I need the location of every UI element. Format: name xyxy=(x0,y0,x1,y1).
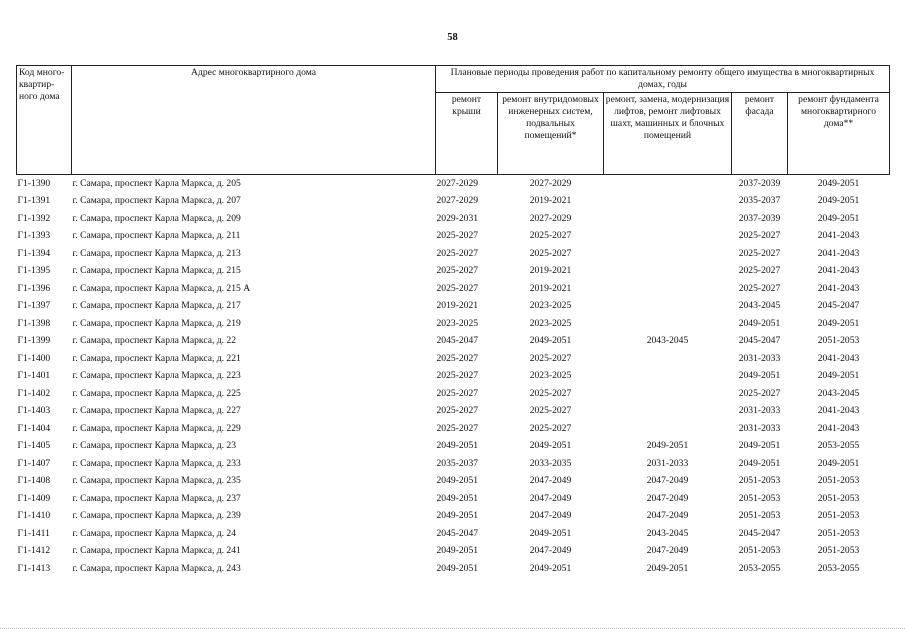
cell-roof: 2025-2027 xyxy=(436,370,479,382)
table-row xyxy=(17,368,890,386)
cell-code: Г1-1408 xyxy=(17,475,51,487)
cell-roof: 2025-2027 xyxy=(436,247,479,259)
cell-lifts: 2047-2049 xyxy=(646,545,689,557)
table-row xyxy=(17,508,890,526)
table-row xyxy=(17,490,890,508)
cell-engineering: 2023-2025 xyxy=(529,317,572,329)
cell-lifts: 2049-2051 xyxy=(646,562,689,574)
header-engineering: ремонт внутридомовых инженерных систем, подвальных помещений* xyxy=(498,93,604,175)
scan-artifact-line xyxy=(0,628,905,630)
cell-facade: 2037-2039 xyxy=(738,177,781,189)
cell-address: г. Самара, проспект Карла Маркса, д. 217 xyxy=(72,300,241,312)
cell-facade: 2045-2047 xyxy=(738,335,781,347)
cell-lifts xyxy=(604,298,732,316)
cell-code: Г1-1399 xyxy=(17,335,51,347)
cell-roof: 2025-2027 xyxy=(436,422,479,434)
cell-address: г. Самара, проспект Карла Маркса, д. 239 xyxy=(72,510,241,522)
cell-address: г. Самара, проспект Карла Маркса, д. 23 xyxy=(72,440,237,452)
cell-code: Г1-1405 xyxy=(17,440,51,452)
table-row xyxy=(17,385,890,403)
cell-foundation: 2051-2053 xyxy=(817,510,860,522)
cell-code: Г1-1400 xyxy=(17,352,51,364)
cell-lifts xyxy=(604,350,732,368)
cell-facade: 2025-2027 xyxy=(738,387,781,399)
cell-roof: 2045-2047 xyxy=(436,527,479,539)
table-row xyxy=(17,438,890,456)
cell-lifts xyxy=(604,193,732,211)
table-body xyxy=(17,175,890,578)
cell-facade: 2035-2037 xyxy=(738,195,781,207)
cell-lifts xyxy=(604,368,732,386)
cell-roof: 2025-2027 xyxy=(436,405,479,417)
cell-facade: 2053-2055 xyxy=(738,562,781,574)
table-row xyxy=(17,245,890,263)
cell-engineering: 2033-2035 xyxy=(529,457,572,469)
header-address: Адрес многоквартирного дома xyxy=(72,66,436,175)
cell-lifts: 2043-2045 xyxy=(646,335,689,347)
cell-engineering: 2019-2021 xyxy=(529,195,572,207)
cell-foundation: 2043-2045 xyxy=(817,387,860,399)
cell-engineering: 2025-2027 xyxy=(529,387,572,399)
cell-engineering: 2025-2027 xyxy=(529,230,572,242)
cell-foundation: 2049-2051 xyxy=(817,177,860,189)
capital-repair-plan-table xyxy=(16,65,890,578)
cell-foundation: 2049-2051 xyxy=(817,195,860,207)
cell-roof: 2027-2029 xyxy=(436,177,479,189)
cell-facade: 2045-2047 xyxy=(738,527,781,539)
cell-facade: 2051-2053 xyxy=(738,492,781,504)
cell-foundation: 2051-2053 xyxy=(817,492,860,504)
cell-lifts xyxy=(604,245,732,263)
cell-foundation: 2041-2043 xyxy=(817,405,860,417)
table-row xyxy=(17,333,890,351)
page-number: 58 xyxy=(447,32,458,43)
cell-code: Г1-1392 xyxy=(17,212,51,224)
cell-address: г. Самара, проспект Карла Маркса, д. 223 xyxy=(72,370,241,382)
table-row xyxy=(17,315,890,333)
cell-roof: 2029-2031 xyxy=(436,212,479,224)
cell-engineering: 2025-2027 xyxy=(529,352,572,364)
header-lifts: ремонт, замена, модернизация лифтов, ремонт лифтовых шахт, машинных и блочных помещений xyxy=(604,93,732,175)
cell-foundation: 2049-2051 xyxy=(817,457,860,469)
header-roof: ремонт крыши xyxy=(436,93,498,175)
cell-engineering: 2047-2049 xyxy=(529,475,572,487)
table-row xyxy=(17,228,890,246)
cell-roof: 2049-2051 xyxy=(436,440,479,452)
cell-lifts xyxy=(604,280,732,298)
cell-engineering: 2023-2025 xyxy=(529,300,572,312)
cell-address: г. Самара, проспект Карла Маркса, д. 215 xyxy=(72,265,241,277)
cell-engineering: 2027-2029 xyxy=(529,177,572,189)
cell-address: г. Самара, проспект Карла Маркса, д. 237 xyxy=(72,492,241,504)
cell-code: Г1-1407 xyxy=(17,457,51,469)
cell-engineering: 2019-2021 xyxy=(529,265,572,277)
cell-roof: 2049-2051 xyxy=(436,545,479,557)
table-row xyxy=(17,525,890,543)
cell-address: г. Самара, проспект Карла Маркса, д. 24 xyxy=(72,527,237,539)
cell-code: Г1-1391 xyxy=(17,195,51,207)
cell-code: Г1-1397 xyxy=(17,300,51,312)
cell-facade: 2031-2033 xyxy=(738,405,781,417)
cell-foundation: 2053-2055 xyxy=(817,440,860,452)
table-row xyxy=(17,298,890,316)
table-row xyxy=(17,473,890,491)
cell-engineering: 2027-2029 xyxy=(529,212,572,224)
cell-roof: 2025-2027 xyxy=(436,282,479,294)
cell-engineering: 2049-2051 xyxy=(529,335,572,347)
table-row xyxy=(17,210,890,228)
cell-roof: 2049-2051 xyxy=(436,492,479,504)
cell-code: Г1-1395 xyxy=(17,265,51,277)
table-header xyxy=(17,66,890,175)
header-periods-group: Плановые периоды проведения работ по капитальному ремонту общего имущества в многоквартирных домах, годы xyxy=(436,66,890,93)
cell-roof: 2045-2047 xyxy=(436,335,479,347)
cell-roof: 2025-2027 xyxy=(436,230,479,242)
cell-engineering: 2049-2051 xyxy=(529,562,572,574)
cell-facade: 2049-2051 xyxy=(738,440,781,452)
cell-address: г. Самара, проспект Карла Маркса, д. 205 xyxy=(72,177,241,189)
cell-facade: 2051-2053 xyxy=(738,510,781,522)
cell-address: г. Самара, проспект Карла Маркса, д. 221 xyxy=(72,352,241,364)
cell-address: г. Самара, проспект Карла Маркса, д. 209 xyxy=(72,212,241,224)
cell-roof: 2049-2051 xyxy=(436,475,479,487)
cell-lifts: 2047-2049 xyxy=(646,492,689,504)
cell-facade: 2049-2051 xyxy=(738,457,781,469)
cell-foundation: 2045-2047 xyxy=(817,300,860,312)
cell-code: Г1-1412 xyxy=(17,545,51,557)
cell-code: Г1-1411 xyxy=(17,527,50,539)
cell-engineering: 2025-2027 xyxy=(529,247,572,259)
cell-code: Г1-1396 xyxy=(17,282,51,294)
cell-lifts: 2031-2033 xyxy=(646,457,689,469)
cell-address: г. Самара, проспект Карла Маркса, д. 235 xyxy=(72,475,241,487)
header-code: Код много-квартир-ного дома xyxy=(17,66,72,175)
cell-roof: 2023-2025 xyxy=(436,317,479,329)
cell-engineering: 2049-2051 xyxy=(529,440,572,452)
header-facade: ремонт фасада xyxy=(732,93,788,175)
cell-facade: 2031-2033 xyxy=(738,422,781,434)
cell-foundation: 2041-2043 xyxy=(817,422,860,434)
cell-address: г. Самара, проспект Карла Маркса, д. 213 xyxy=(72,247,241,259)
cell-roof: 2025-2027 xyxy=(436,352,479,364)
cell-facade: 2025-2027 xyxy=(738,247,781,259)
cell-code: Г1-1413 xyxy=(17,562,51,574)
table-row xyxy=(17,193,890,211)
table-row xyxy=(17,560,890,578)
cell-address: г. Самара, проспект Карла Маркса, д. 22 xyxy=(72,335,237,347)
cell-code: Г1-1402 xyxy=(17,387,51,399)
cell-lifts xyxy=(604,263,732,281)
cell-foundation: 2041-2043 xyxy=(817,230,860,242)
cell-facade: 2037-2039 xyxy=(738,212,781,224)
cell-facade: 2025-2027 xyxy=(738,230,781,242)
cell-lifts xyxy=(604,420,732,438)
cell-facade: 2049-2051 xyxy=(738,370,781,382)
cell-address: г. Самара, проспект Карла Маркса, д. 241 xyxy=(72,545,241,557)
cell-engineering: 2019-2021 xyxy=(529,282,572,294)
cell-roof: 2049-2051 xyxy=(436,562,479,574)
cell-roof: 2025-2027 xyxy=(436,387,479,399)
cell-foundation: 2049-2051 xyxy=(817,317,860,329)
cell-foundation: 2049-2051 xyxy=(817,212,860,224)
cell-lifts xyxy=(604,175,732,193)
cell-facade: 2043-2045 xyxy=(738,300,781,312)
cell-roof: 2019-2021 xyxy=(436,300,479,312)
cell-foundation: 2049-2051 xyxy=(817,370,860,382)
cell-roof: 2049-2051 xyxy=(436,510,479,522)
cell-address: г. Самара, проспект Карла Маркса, д. 243 xyxy=(72,562,241,574)
table-row xyxy=(17,420,890,438)
cell-address: г. Самара, проспект Карла Маркса, д. 225 xyxy=(72,387,241,399)
cell-facade: 2049-2051 xyxy=(738,317,781,329)
table-row xyxy=(17,263,890,281)
table-row xyxy=(17,280,890,298)
cell-foundation: 2051-2053 xyxy=(817,475,860,487)
cell-roof: 2027-2029 xyxy=(436,195,479,207)
cell-foundation: 2041-2043 xyxy=(817,282,860,294)
table-row xyxy=(17,350,890,368)
cell-code: Г1-1404 xyxy=(17,422,51,434)
table-row xyxy=(17,543,890,561)
table-row xyxy=(17,403,890,421)
cell-foundation: 2051-2053 xyxy=(817,545,860,557)
cell-address: г. Самара, проспект Карла Маркса, д. 219 xyxy=(72,317,241,329)
cell-engineering: 2049-2051 xyxy=(529,527,572,539)
cell-address: г. Самара, проспект Карла Маркса, д. 229 xyxy=(72,422,241,434)
cell-lifts xyxy=(604,403,732,421)
cell-lifts: 2047-2049 xyxy=(646,510,689,522)
cell-code: Г1-1390 xyxy=(17,177,51,189)
cell-lifts xyxy=(604,228,732,246)
cell-address: г. Самара, проспект Карла Маркса, д. 233 xyxy=(72,457,241,469)
cell-code: Г1-1394 xyxy=(17,247,51,259)
cell-engineering: 2025-2027 xyxy=(529,405,572,417)
cell-foundation: 2041-2043 xyxy=(817,352,860,364)
cell-roof: 2035-2037 xyxy=(436,457,479,469)
cell-lifts xyxy=(604,315,732,333)
cell-code: Г1-1393 xyxy=(17,230,51,242)
cell-facade: 2051-2053 xyxy=(738,475,781,487)
cell-lifts: 2043-2045 xyxy=(646,527,689,539)
cell-roof: 2025-2027 xyxy=(436,265,479,277)
cell-facade: 2051-2053 xyxy=(738,545,781,557)
cell-address: г. Самара, проспект Карла Маркса, д. 211 xyxy=(72,230,241,242)
cell-address: г. Самара, проспект Карла Маркса, д. 227 xyxy=(72,405,241,417)
cell-facade: 2025-2027 xyxy=(738,265,781,277)
cell-code: Г1-1401 xyxy=(17,370,51,382)
cell-engineering: 2023-2025 xyxy=(529,370,572,382)
cell-code: Г1-1409 xyxy=(17,492,51,504)
cell-engineering: 2047-2049 xyxy=(529,510,572,522)
cell-foundation: 2041-2043 xyxy=(817,247,860,259)
cell-code: Г1-1410 xyxy=(17,510,51,522)
cell-foundation: 2051-2053 xyxy=(817,527,860,539)
cell-facade: 2031-2033 xyxy=(738,352,781,364)
cell-engineering: 2025-2027 xyxy=(529,422,572,434)
cell-facade: 2025-2027 xyxy=(738,282,781,294)
cell-lifts: 2049-2051 xyxy=(646,440,689,452)
cell-foundation: 2041-2043 xyxy=(817,265,860,277)
cell-address: г. Самара, проспект Карла Маркса, д. 215 А xyxy=(72,282,251,294)
cell-engineering: 2047-2049 xyxy=(529,545,572,557)
cell-engineering: 2047-2049 xyxy=(529,492,572,504)
cell-code: Г1-1398 xyxy=(17,317,51,329)
cell-lifts xyxy=(604,385,732,403)
cell-code: Г1-1403 xyxy=(17,405,51,417)
header-foundation: ремонт фундамента многоквартирного дома** xyxy=(788,93,890,175)
table-row xyxy=(17,455,890,473)
cell-foundation: 2053-2055 xyxy=(817,562,860,574)
cell-address: г. Самара, проспект Карла Маркса, д. 207 xyxy=(72,195,241,207)
cell-lifts: 2047-2049 xyxy=(646,475,689,487)
table-row xyxy=(17,175,890,193)
cell-foundation: 2051-2053 xyxy=(817,335,860,347)
cell-lifts xyxy=(604,210,732,228)
